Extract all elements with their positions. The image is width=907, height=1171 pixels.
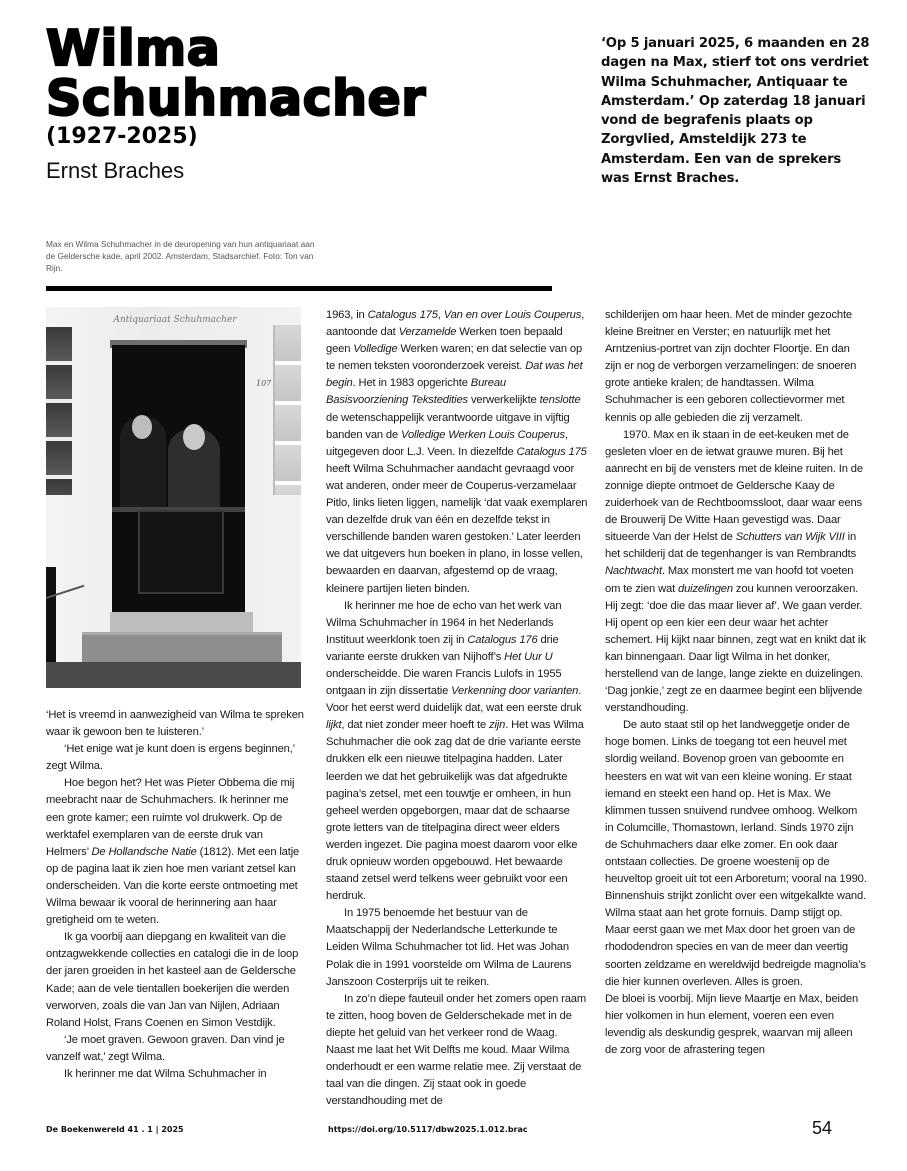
photo-step-upper [110,612,253,634]
italic-title: Het Uur U [504,650,553,663]
photo-left-window [46,327,72,495]
photo-door-panel [138,510,224,594]
photo-house-number: 107 [256,379,272,388]
body-paragraph: Ik ga voorbij aan diepgang en kwaliteit van die ontzagwekkende collecties en catalogi die in de loop der jaren groeiden in het kasteel aan de Geldersche Kade; aan de vele tientallen boekerijen die werden verworven, zoals die van Jan van Nijlen, Adriaan Roland Holst, Frans Coenen en Simon Vestdijk. [46,931,299,1029]
body-paragraph: In 1975 benoemde het bestuur van de Maatschappij der Nederlandsche Letterkunde te Leiden Wilma Schuhmacher tot lid. Het was Johan Polak die in 1991 voorstelde om Wilma de Laurens Janszoon Costerprijs uit te reiken. [326,907,572,988]
italic-title: tenslotte [539,394,581,407]
photo-head-max [132,415,152,439]
photo-basement [46,567,56,667]
photo-caption: Max en Wilma Schuhmacher in de deuropening van hun antiquariaat aan de Geldersche kade, april 2002. Amsterdam, Stadsarchief. Foto: Ton van Rijn. [46,239,315,273]
author-name: Ernst Braches [46,158,185,183]
title-line-1: Wilma [46,20,221,77]
italic-title: lijkt [326,719,342,732]
body-paragraph: ‘Het is vreemd in aanwezigheid van Wilma te spreken waar ik gewoon ben te luisteren.’ [46,709,304,739]
body-column-3 [605,307,867,1059]
photo-step-lower [82,632,282,665]
life-years: (1927-2025) [46,124,198,149]
photo-doorway [46,307,301,688]
title-line-2: Schuhmacher [46,70,426,127]
body-paragraph: 1963, in Catalogus 175, Van en over Louis Couperus, aantoonde dat Verzamelde Werken toen bepaald geen Volledige Werken waren; en dat selectie van op te nemen teksten vooronderzoek vereist. Dat was het begin. Het in 1983 opgerichte Bureau Basisvoorziening Tekstedities verwerkelijkte tenslotte de wetenschappelijk verantwoorde uitgave in vijftig banden van de Volledige Werken Louis Couperus, uitgegeven door L.J. Veen. In diezelfde Catalogus 175 heeft Wilma Schuhmacher aandacht gevraagd voor wat anderen, onder meer de Couperus-verzamelaar Pitlo, links lieten liggen, namelijk ‘dat vaak exemplaren van dezelfde druk van één en dezelfde tekst in verschillende banden waren gestoken.’ Later leerden we dat uitgevers hun boeken in plano, in losse vellen, bewaarden en daarvan, afgestemd op de vraag, kleinere partijen lieten binden. [326,309,588,595]
article-title [46,20,426,127]
header-divider [46,286,552,291]
italic-title: Catalogus 176 [467,633,538,646]
photo-pavement [46,662,301,688]
italic-title: Dat was het begin [326,360,583,390]
italic-title: Schutters van Wijk VIII [735,531,845,544]
body-paragraph: In zo’n diepe fauteuil onder het zomers open raam te zitten, hoog boven de Gelderschekade met in de diepte het geluid van het verkeer rond de Waag. Naast me laat het Wit Delfts me koud. Maar Wilma onderhoudt er een warme relatie mee. Zij verstaat de taal van die dingen. Zij staat ook in goede verstandhouding met de [326,992,587,1108]
italic-title: Catalogus 175 [367,309,438,321]
italic-title: duizelingen [678,582,733,595]
italic-title: De Hollandsche Natie [91,845,197,858]
italic-title: Catalogus 175 [516,445,587,458]
body-paragraph: De bloei is voorbij. Mijn lieve Maartje en Max, beiden hier volkomen in hun element, voeren een even levendig als deskundig gesprek, waarvan mij alleen de zorg voor de afrastering tegen [605,992,859,1057]
italic-title: Van en over Louis Couperus [443,309,582,321]
body-paragraph: schilderijen om haar heen. Met de minder gezochte kleine Breitner en Verster; en natuurlijk met het Arntzenius-portret van zijn dochter Floortje. En dan zijn er nog de verborgen verzamelingen: de snoeren grote antieke kralen; de handtassen. Wilma Schuhmacher is een geboren collectievormer met kennis op alle gebieden die zij verzamelt. [605,309,857,424]
italic-title: Bureau Basisvoorziening Tekstedities [326,377,506,407]
body-paragraph: Ik herinner me hoe de echo van het werk van Wilma Schuhmacher in 1964 in het Nederlands Instituut weerklonk toen zij in Catalogus 176 drie variante eerste drukken van Nijhoff’s Het Uur U onderscheidde. Die waren Francis Lulofs in 1955 ontgaan in zijn dissertatie Verkenning door varianten. Voor het eerst werd duidelijk dat, wat een eerste druk lijkt, dat niet zonder meer hoeft te zijn. Het was Wilma Schuhmacher die ook zag dat de drie variante eerste drukken elk een nieuwe titelpagina hadden. Later leerden we dat het gebruikelijk was dat afgedrukte pagina’s zetsel, met een touwtje er omheen, in hun geheel werden opgeborgen, maar dat de schaarse grote letters van de titelpagina direct weer elders werden ingezet. Die pagina moest daarom voor elke druk opnieuw worden opgebouwd. Het bewaarde staand zetsel werd telkens weer gebruikt voor een herdruk. [326,599,584,903]
body-paragraph: Ik herinner me dat Wilma Schuhmacher in [64,1067,267,1080]
italic-title: Verzamelde [398,326,457,339]
page-number: 54 [812,1118,833,1138]
lede-paragraph: ‘Op 5 januari 2025, 6 maanden en 28 dagen na Max, stierf tot ons verdriet Wilma Schuhmacher, Antiquaar te Amsterdam.’ Op zaterdag 18 januari vond de begrafenis plaats op Zorgvlied, Amsteldijk 273 te Amsterdam. Een van de sprekers was Ernst Braches. [601,36,870,187]
italic-title: Volledige Werken Louis Couperus [401,428,565,441]
italic-title: Volledige [353,343,398,356]
body-column-2 [326,307,588,1110]
footer-doi-link[interactable]: https://doi.org/10.5117/dbw2025.1.012.brac [328,1125,528,1134]
italic-title: zijn [489,719,506,732]
body-paragraph: 1970. Max en ik staan in de eet-keuken met de gesleten vloer en de ietwat grauwe muren. Bij het aanrecht en bij de vensters met de kleine ruiten. In de zonnige diepte ontmoet de Geldersche Kaay de zuiderhoek van de Rechtboomssloot, daar waar eens de Brouwerij De Witte Haan gevestigd was. Daar situeerde Van der Helst de Schutters van Wijk VIII in het schilderij dat de tegenhanger is van Rembrandts Nachtwacht. Max monstert me van hoofd tot voeten om te zien wat duizelingen zou kunnen veroorzaken. Hij zegt: ‘doe die das maar liever af’. We gaan verder. Hij opent op een kier een deur waar het achter schemert. Hij kijkt naar binnen, zegt wat en knikt dat ik kan binnengaan. Daar ligt Wilma in het donker, herstellend van de lange, lange ziekte en duizelingen. ‘Dag jonkie,’ zegt ze en daarmee begint een blijvende verstandhouding. [605,428,866,715]
photo-right-window [273,325,301,495]
body-paragraph: ‘Je moet graven. Gewoon graven. Dan vind je vanzelf wat,’ zegt Wilma. [46,1033,285,1063]
footer-journal: De Boekenwereld 41 . 1 | 2025 [46,1125,184,1134]
body-paragraph: De auto staat stil op het landweggetje onder de hoge bomen. Links de toegang tot een heuvel met slordig weiland. Bovenop groen van geboomte en heesters en wat wit van een kleine woning. Er staat iemand en steekt een hand op. Het is Max. We klimmen tussen snuivend rundvee omhoog. Welkom in Columcille, Thomastown, Ierland. Sinds 1970 zijn de Schuhmachers daar elke zomer. En ook daar ontstaan collecties. De groene woestenij op de heuveltop groeit uit tot een Arboretum; vooral na 1990. Binnenshuis strijkt zonlicht over een witgekalkte wand. Wilma staat aan het grote fornuis. Damp stijgt op. Maar eerst gaan we met Max door het groen van de rhododendron species en van de meer dan veertig soorten zeldzame en wereldwijd bedreigde magnolia’s die hier kunnen overleven. Alles is groen. [605,719,867,988]
photo-head-wilma [183,424,205,450]
body-paragraph: Hoe begon het? Het was Pieter Obbema die mij meebracht naar de Schuhmachers. Ik herinner me een grote kamer; een ruimte vol drukwerk. Op de werktafel exemplaren van de eerste druk van Helmers’ De Hollandsche Natie (1812). Met een latje op de pagina laat ik zien hoe men variant zetsel kan onderscheiden. Van die korte eerste ontmoeting met Wilma bewaar ik vooral de herinnering aan haar gretigheid om te weten. [46,777,300,927]
italic-title: Nachtwacht [605,565,662,578]
body-column-1 [46,707,308,1083]
italic-title: Verkenning door varianten [451,685,579,698]
photo-shop-sign: Antiquariaat Schuhmacher [113,315,237,325]
body-paragraph: ‘Het enige wat je kunt doen is ergens beginnen,’ zegt Wilma. [46,743,295,773]
